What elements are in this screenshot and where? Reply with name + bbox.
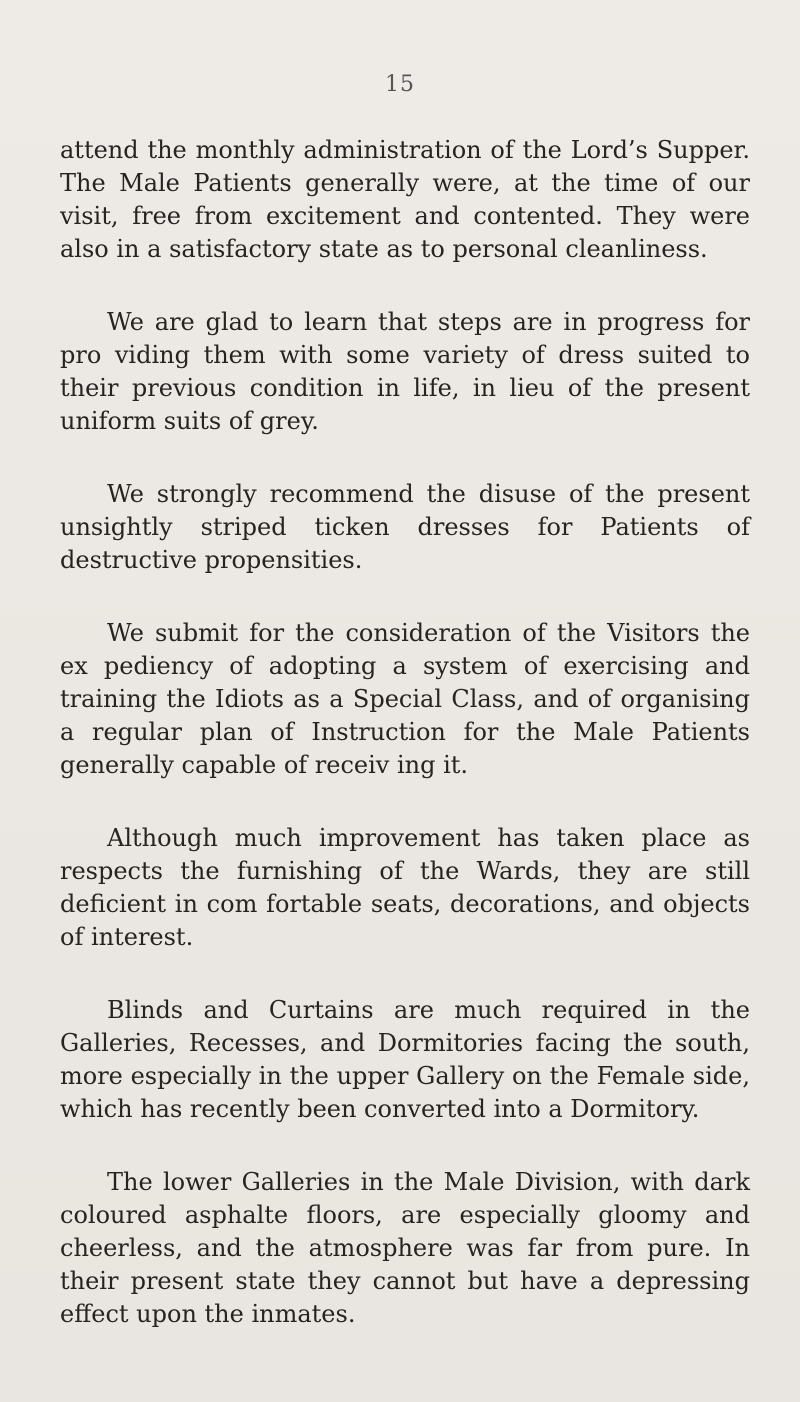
page-number: 15 xyxy=(385,72,415,97)
paragraph-lords-supper: attend the monthly administration of the Lord’s Supper. The Male Patients generally were, at the time of our visit, free from excitement and contented. They were also in a satisfactory state as to personal cleanliness. xyxy=(60,136,750,263)
body-text xyxy=(60,134,750,1371)
paragraph-variety-of-dress: We are glad to learn that steps are in progress for pro viding them with some variety of dress suited to their previous condition in life, in lieu of the present uniform suits of grey. xyxy=(60,308,750,435)
paragraph-exercising-idiots: We submit for the consideration of the Visitors the ex pediency of adopting a system of exercising and training the Idiots as a Special Class, and of organising a regular plan of Instruction for the Male Patients generally capable of receiv ing it. xyxy=(60,619,750,779)
paragraph-blinds-curtains: Blinds and Curtains are much required in the Galleries, Recesses, and Dormitories facing the south, more especially in the upper Gallery on the Female side, which has recently been converted into a Dormitory. xyxy=(60,996,750,1123)
paragraph-lower-galleries: The lower Galleries in the Male Division, with dark coloured asphalte floors, are especially gloomy and cheerless, and the atmosphere was far from pure. In their present state they cannot but have a depressing effect upon the inmates. xyxy=(60,1168,750,1328)
paragraph-furnishing-wards: Although much improvement has taken place as respects the furnishing of the Wards, they are still deficient in com fortable seats, decorations, and objects of interest. xyxy=(60,824,750,951)
paragraph-ticken-dresses: We strongly recommend the disuse of the present unsightly striped ticken dresses for Patients of destructive propensities. xyxy=(60,480,750,574)
